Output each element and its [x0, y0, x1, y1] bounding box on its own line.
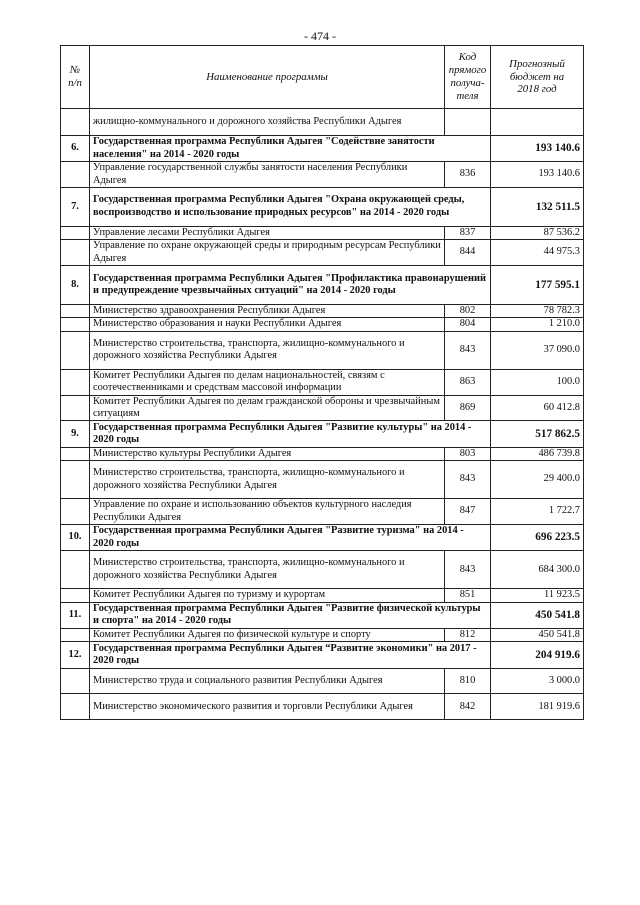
- carryover-name: жилищно-коммунального и дорожного хозяйства Республики Адыгея: [90, 109, 445, 136]
- recipient-code: 843: [445, 551, 491, 589]
- recipient-name: Комитет Республики Адыгея по делам национальностей, связям с соотечественниками и средствам массовой информации: [90, 369, 445, 395]
- recipient-name: Управление по охране окружающей среды и природным ресурсам Республики Адыгея: [90, 240, 445, 266]
- recipient-row: [61, 629, 584, 642]
- recipient-num-cell: [61, 226, 90, 239]
- recipient-num-cell: [61, 304, 90, 317]
- recipient-code: 804: [445, 318, 491, 331]
- table-header-row: [61, 46, 584, 109]
- carryover-num: [61, 109, 90, 136]
- carryover-row: [61, 109, 584, 136]
- recipient-code: 810: [445, 668, 491, 694]
- program-row: [61, 421, 584, 447]
- recipient-num-cell: [61, 369, 90, 395]
- program-number: 6.: [61, 136, 90, 162]
- program-row: [61, 266, 584, 305]
- header-num: № п/п: [61, 46, 90, 109]
- recipient-name: Министерство образования и науки Республики Адыгея: [90, 318, 445, 331]
- recipient-amount: 450 541.8: [491, 629, 584, 642]
- program-name: Государственная программа Республики Адыгея "Профилактика правонарушений и предупреждение чрезвычайных ситуаций" на 2014 - 2020 годы: [90, 266, 491, 305]
- header-code: Код прямого получа- теля: [445, 46, 491, 109]
- recipient-code: 843: [445, 331, 491, 369]
- recipient-code: 851: [445, 589, 491, 602]
- recipient-code: 837: [445, 226, 491, 239]
- recipient-num-cell: [61, 331, 90, 369]
- recipient-num-cell: [61, 461, 90, 499]
- header-name: Наименование программы: [90, 46, 445, 109]
- program-total: 450 541.8: [491, 602, 584, 628]
- recipient-amount: 100.0: [491, 369, 584, 395]
- program-name: Государственная программа Республики Адыгея "Развитие физической культуры и спорта" на 2014 - 2020 годы: [90, 602, 491, 628]
- recipient-num-cell: [61, 668, 90, 694]
- recipient-amount: 193 140.6: [491, 162, 584, 188]
- program-number: 8.: [61, 266, 90, 305]
- program-total: 177 595.1: [491, 266, 584, 305]
- budget-table: [60, 45, 584, 720]
- program-number: 7.: [61, 188, 90, 227]
- recipient-code: 842: [445, 694, 491, 720]
- carryover-amount: [491, 109, 584, 136]
- recipient-code: 847: [445, 499, 491, 525]
- recipient-amount: 11 923.5: [491, 589, 584, 602]
- program-number: 12.: [61, 642, 90, 668]
- recipient-code: 812: [445, 629, 491, 642]
- program-row: [61, 188, 584, 227]
- program-number: 10.: [61, 525, 90, 551]
- carryover-code: [445, 109, 491, 136]
- program-total: 132 511.5: [491, 188, 584, 227]
- recipient-num-cell: [61, 162, 90, 188]
- recipient-name: Комитет Республики Адыгея по делам гражданской обороны и чрезвычайным ситуациям: [90, 395, 445, 421]
- recipient-name: Министерство экономического развития и торговли Республики Адыгея: [90, 694, 445, 720]
- program-name: Государственная программа Республики Адыгея “Развитие экономики" на 2017 - 2020 годы: [90, 642, 491, 668]
- recipient-name: Комитет Республики Адыгея по туризму и курортам: [90, 589, 445, 602]
- recipient-row: [61, 226, 584, 239]
- recipient-name: Министерство здравоохранения Республики Адыгея: [90, 304, 445, 317]
- recipient-name: Комитет Республики Адыгея по физической культуре и спорту: [90, 629, 445, 642]
- recipient-name: Управление государственной службы занятости населения Республики Адыгея: [90, 162, 445, 188]
- recipient-amount: 181 919.6: [491, 694, 584, 720]
- program-total: 204 919.6: [491, 642, 584, 668]
- program-name: Государственная программа Республики Адыгея "Содействие занятости населения" на 2014 - 2020 годы: [90, 136, 491, 162]
- recipient-amount: 60 412.8: [491, 395, 584, 421]
- program-number: 9.: [61, 421, 90, 447]
- recipient-row: [61, 240, 584, 266]
- recipient-num-cell: [61, 589, 90, 602]
- program-total: 517 862.5: [491, 421, 584, 447]
- recipient-amount: 44 975.3: [491, 240, 584, 266]
- recipient-name: Министерство культуры Республики Адыгея: [90, 447, 445, 460]
- table-body: [61, 109, 584, 720]
- program-row: [61, 602, 584, 628]
- recipient-num-cell: [61, 240, 90, 266]
- recipient-amount: 3 000.0: [491, 668, 584, 694]
- recipient-row: [61, 668, 584, 694]
- recipient-code: 803: [445, 447, 491, 460]
- recipient-code: 863: [445, 369, 491, 395]
- recipient-row: [61, 461, 584, 499]
- program-total: 696 223.5: [491, 525, 584, 551]
- recipient-amount: 1 210.0: [491, 318, 584, 331]
- recipient-num-cell: [61, 694, 90, 720]
- page-number: - 474 -: [304, 29, 336, 43]
- recipient-code: 802: [445, 304, 491, 317]
- recipient-num-cell: [61, 499, 90, 525]
- recipient-code: 843: [445, 461, 491, 499]
- recipient-amount: 29 400.0: [491, 461, 584, 499]
- recipient-amount: 1 722.7: [491, 499, 584, 525]
- recipient-amount: 78 782.3: [491, 304, 584, 317]
- program-row: [61, 642, 584, 668]
- recipient-num-cell: [61, 318, 90, 331]
- program-name: Государственная программа Республики Адыгея "Развитие туризма" на 2014 - 2020 годы: [90, 525, 491, 551]
- program-name: Государственная программа Республики Адыгея "Охрана окружающей среды, воспроизводство и использование природных ресурсов" на 2014 - 2020 годы: [90, 188, 491, 227]
- recipient-amount: 37 090.0: [491, 331, 584, 369]
- recipient-code: 844: [445, 240, 491, 266]
- recipient-row: [61, 499, 584, 525]
- recipient-num-cell: [61, 629, 90, 642]
- recipient-amount: 684 300.0: [491, 551, 584, 589]
- recipient-row: [61, 318, 584, 331]
- recipient-name: Министерство строительства, транспорта, жилищно-коммунального и дорожного хозяйства Республики Адыгея: [90, 331, 445, 369]
- recipient-name: Управление по охране и использованию объектов культурного наследия Республики Адыгея: [90, 499, 445, 525]
- recipient-row: [61, 369, 584, 395]
- recipient-row: [61, 589, 584, 602]
- program-row: [61, 136, 584, 162]
- recipient-row: [61, 304, 584, 317]
- program-number: 11.: [61, 602, 90, 628]
- program-name: Государственная программа Республики Адыгея "Развитие культуры" на 2014 - 2020 годы: [90, 421, 491, 447]
- recipient-row: [61, 162, 584, 188]
- recipient-name: Управление лесами Республики Адыгея: [90, 226, 445, 239]
- recipient-row: [61, 395, 584, 421]
- recipient-row: [61, 694, 584, 720]
- recipient-num-cell: [61, 447, 90, 460]
- recipient-row: [61, 447, 584, 460]
- recipient-code: 836: [445, 162, 491, 188]
- header-budget: Прогнозный бюджет на 2018 год: [491, 46, 584, 109]
- recipient-code: 869: [445, 395, 491, 421]
- recipient-name: Министерство труда и социального развития Республики Адыгея: [90, 668, 445, 694]
- recipient-num-cell: [61, 551, 90, 589]
- recipient-name: Министерство строительства, транспорта, жилищно-коммунального и дорожного хозяйства Республики Адыгея: [90, 551, 445, 589]
- recipient-num-cell: [61, 395, 90, 421]
- recipient-row: [61, 331, 584, 369]
- recipient-name: Министерство строительства, транспорта, жилищно-коммунального и дорожного хозяйства Республики Адыгея: [90, 461, 445, 499]
- recipient-row: [61, 551, 584, 589]
- program-row: [61, 525, 584, 551]
- recipient-amount: 87 536.2: [491, 226, 584, 239]
- recipient-amount: 486 739.8: [491, 447, 584, 460]
- program-total: 193 140.6: [491, 136, 584, 162]
